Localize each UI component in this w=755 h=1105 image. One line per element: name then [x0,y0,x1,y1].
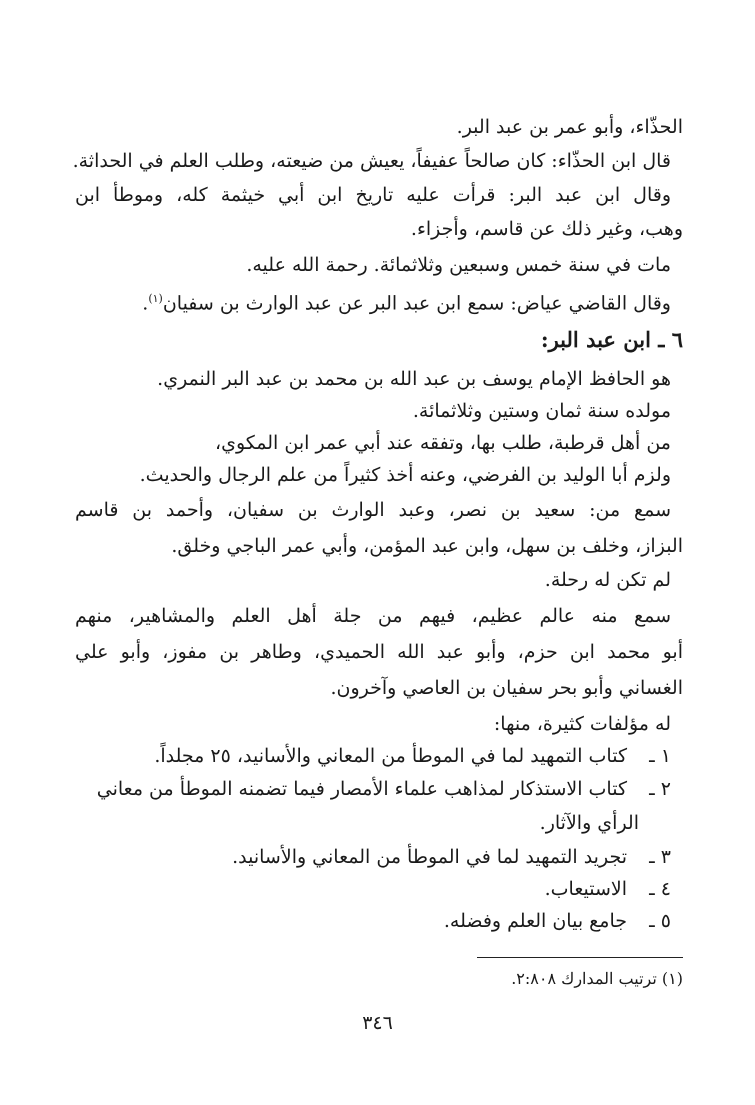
paragraph-text: وقال القاضي عياض: سمع ابن عبد البر عن عبد الوارث بن سفيان [162,292,671,315]
paragraph-line: لم تكن له رحلة. [544,569,671,591]
page-number: ٣٤٦ [362,1012,393,1034]
list-item-continuation: الرأي والآثار. [539,812,639,834]
list-item-text: كتاب الاستذكار لمذاهب علماء الأمصار فيما تضمنه الموطأ من معاني [96,778,627,800]
paragraph-line: مات في سنة خمس وسبعين وثلاثمائة. رحمة الله عليه. [246,254,671,276]
list-item-number: ٢ ـ [649,778,671,800]
paragraph-line: الحذّاء، وأبو عمر بن عبد البر. [456,116,683,138]
paragraph-line: له مؤلفات كثيرة، منها: [493,713,671,735]
paragraph-line [75,284,671,318]
paragraph-line: ولزم أبا الوليد بن الفرضي، وعنه أخذ كثيراً من علم الرجال والحديث. [139,464,671,486]
paragraph-line: وهب، وغير ذلك عن قاسم، وأجزاء. [410,218,683,240]
paragraph-line: هو الحافظ الإمام يوسف بن عبد الله بن محمد بن عبد البر النمري. [157,368,671,390]
paragraph-line: سمع منه عالم عظيم، فيهم من جلة أهل العلم والمشاهير، منهم [75,605,671,627]
list-item-number: ١ ـ [649,745,671,767]
list-item [75,906,671,936]
section-heading: ٦ ـ ابن عبد البر: [540,327,683,352]
paragraph-text: . [142,292,149,315]
list-item-text: جامع بيان العلم وفضله. [443,910,627,932]
paragraph-line: من أهل قرطبة، طلب بها، وتفقه عند أبي عمر ابن المكوي، [214,432,671,454]
paragraph-line: مولده سنة ثمان وستين وثلاثمائة. [412,400,671,422]
list-item-text: تجريد التمهيد لما في الموطأ من المعاني والأسانيد. [232,846,627,868]
list-item-number: ٤ ـ [649,878,671,900]
paragraph-line: الغساني وأبو بحر سفيان بن العاصي وآخرون. [330,677,683,699]
footnote: (١) ترتيب المدارك ٢:٨٠٨. [511,969,683,988]
paragraph-line: وقال ابن عبد البر: قرأت عليه تاريخ ابن أبي خيثمة كله، وموطأ ابن [75,184,671,206]
paragraph-line: أبو محمد ابن حزم، وأبو عبد الله الحميدي، وطاهر بن مفوز، وأبو علي [75,641,683,663]
list-item [75,741,671,771]
list-item-number: ٥ ـ [649,910,671,932]
list-item [75,774,671,804]
list-item-number: ٣ ـ [649,846,671,868]
list-item [75,842,671,872]
paragraph-line: البزاز، وخلف بن سهل، وابن عبد المؤمن، وأبي عمر الباجي وخلق. [171,535,683,557]
footnote-marker: (١) [148,292,163,305]
list-item-text: كتاب التمهيد لما في الموطأ من المعاني والأسانيد، ٢٥ مجلداً. [154,745,627,767]
paragraph-line: سمع من: سعيد بن نصر، وعبد الوارث بن سفيان، وأحمد بن قاسم [75,499,671,521]
footnote-divider [477,957,683,958]
list-item-text: الاستيعاب. [544,878,627,900]
paragraph-line: قال ابن الحذّاء: كان صالحاً عفيفاً، يعيش من ضيعته، وطلب العلم في الحداثة. [72,150,671,172]
list-item [75,874,671,904]
